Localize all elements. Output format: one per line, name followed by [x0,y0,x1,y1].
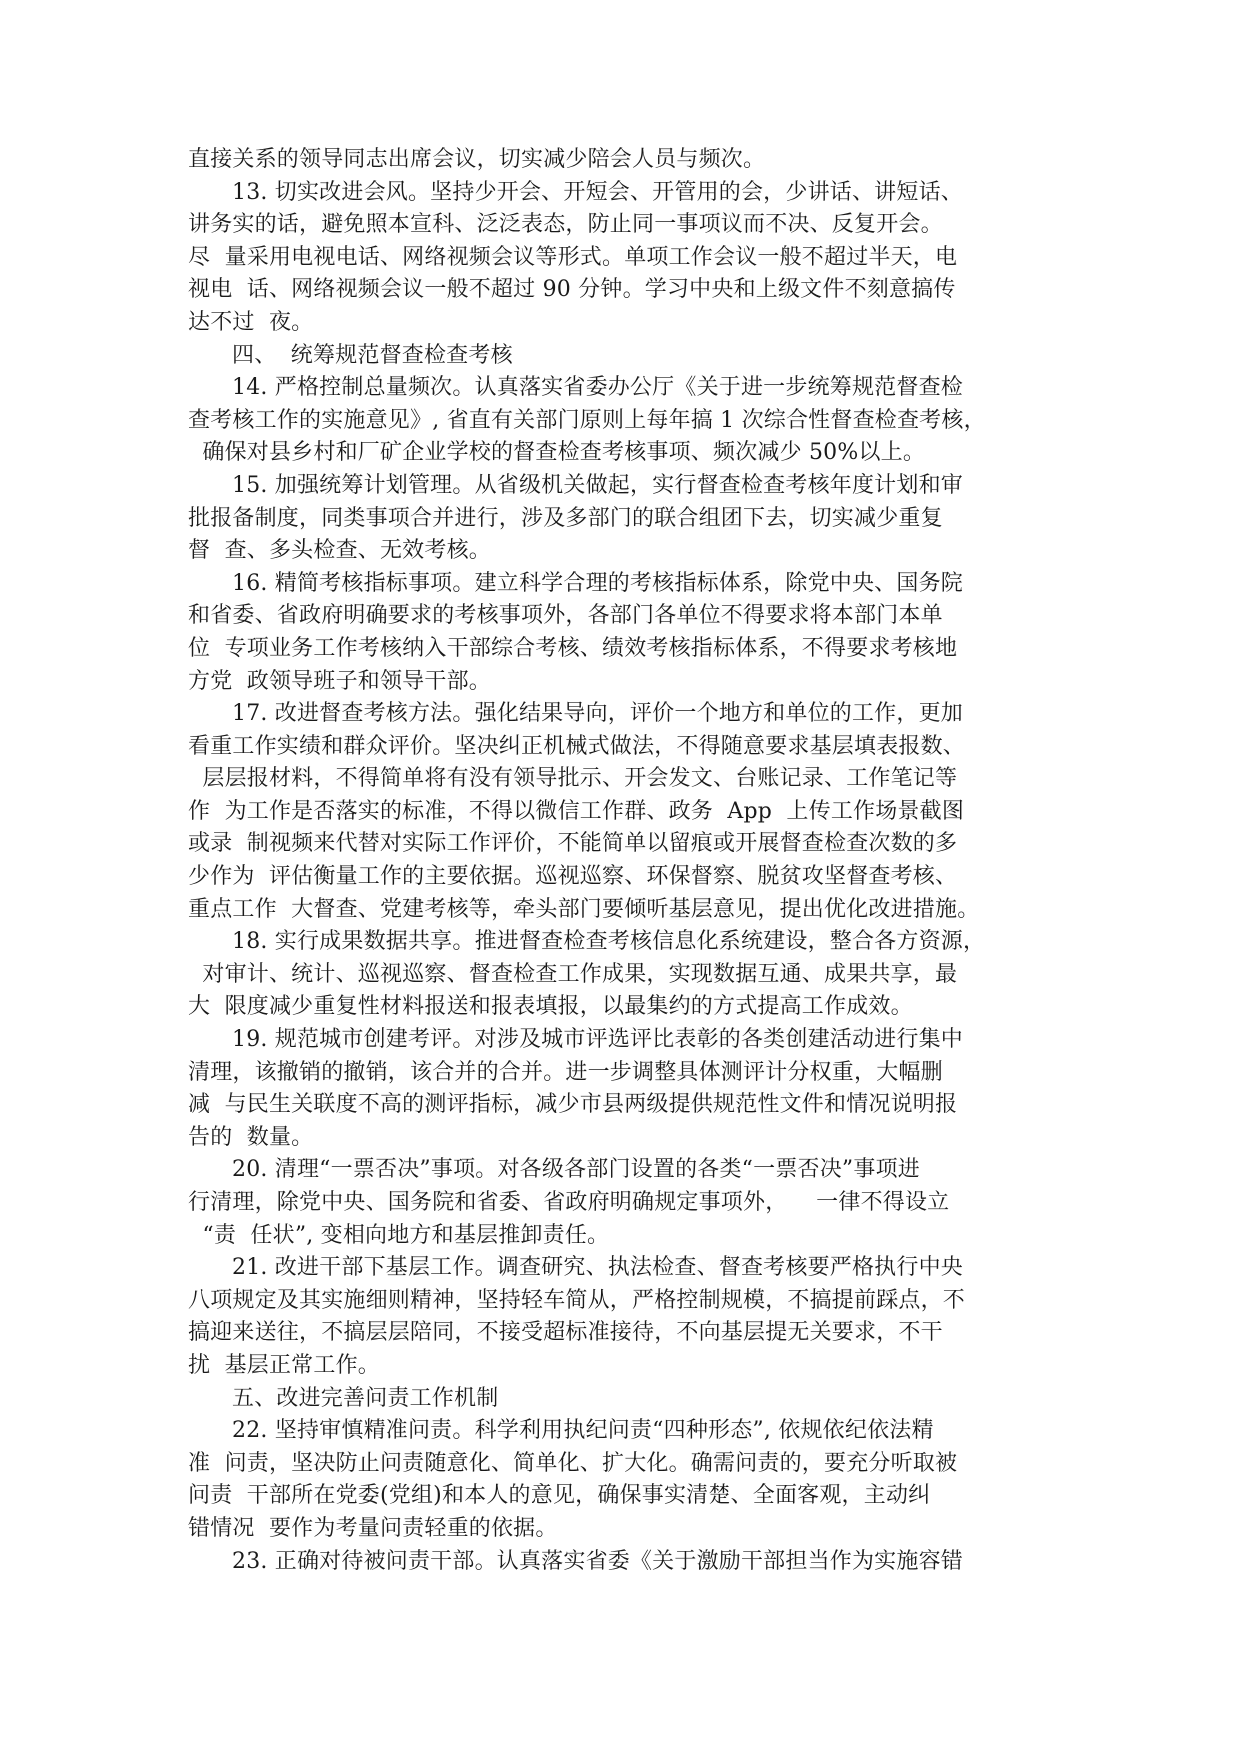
text-line: 达不过 夜。 [188,309,314,335]
text-line: 视电 话、网络视频会议一般不超过 90 分钟。学习中央和上级文件不刻意搞传 [188,277,956,303]
text-line: 13. 切实改进会风。坚持少开会、开短会、开管用的会，少讲话、讲短话、 [232,179,963,205]
text-line: 大 限度减少重复性材料报送和报表填报，以最集约的方式提高工作成效。 [188,994,913,1020]
text-line: 15. 加强统筹计划管理。从省级机关做起，实行督查检查考核年度计划和审 [232,472,963,498]
text-line: 18. 实行成果数据共享。推进督查检查考核信息化系统建设，整合各方资源， [232,929,986,955]
text-line: 直接关系的领导同志出席会议，切实减少陪会人员与频次。 [188,147,766,172]
text-line: 准 问责，坚决防止问责随意化、简单化、扩大化。确需问责的，要充分听取被 [188,1450,958,1476]
text-line: 位 专项业务工作考核纳入干部综合考核、绩效考核指标体系，不得要求考核地 [188,635,958,661]
document-body [188,144,1058,1578]
text-line: 错情况 要作为考量问责轻重的依据。 [188,1515,558,1541]
text-line: 看重工作实绩和群众评价。坚决纠正机械式做法，不得随意要求基层填表报数、 [188,733,966,759]
text-line: 告的 数量。 [188,1124,314,1150]
text-line: 四、 统筹规范督查检查考核 [232,342,513,368]
text-line: 作 为工作是否落实的标准，不得以微信工作群、政务 App 上传工作场景截图 [188,798,965,824]
text-line: 确保对县乡村和厂矿企业学校的督查检查考核事项、频次减少 50%以上。 [188,440,926,466]
text-line: 五、改进完善问责工作机制 [232,1385,499,1411]
text-line: 和省委、省政府明确要求的考核事项外，各部门各单位不得要求将本部门本单 [188,603,943,629]
text-line: “责 任状”, 变相向地方和基层推卸责任。 [188,1222,610,1248]
text-line: 督 查、多头检查、无效考核。 [188,538,491,564]
text-line: 批报备制度，同类事项合并进行，涉及多部门的联合组团下去，切实减少重复 [188,505,943,531]
text-line: 对审计、统计、巡视巡察、督查检查工作成果，实现数据互通、成果共享，最 [188,961,958,987]
text-line: 查考核工作的实施意见》, 省直有关部门原则上每年搞 1 次综合性督查检查考核， [188,407,986,433]
text-line: 搞迎来送往，不搞层层陪同，不接受超标准接待，不向基层提无关要求，不干 [188,1320,943,1346]
text-line: 尽 量采用电视电话、网络视频会议等形式。单项工作会议一般不超过半天，电 [188,244,958,270]
text-line: 八项规定及其实施细则精神，坚持轻车简从，严格控制规模，不搞提前踩点，不 [188,1287,966,1313]
text-line: 22. 坚持审慎精准问责。科学利用执纪问责“四种形态”, 依规依纪依法精 [232,1418,934,1444]
text-line: 16. 精简考核指标事项。建立科学合理的考核指标体系，除党中央、国务院 [232,570,963,596]
text-line: 或录 制视频来代替对实际工作评价，不能简单以留痕或开展督查检查次数的多 [188,831,958,857]
text-line: 重点工作 大督查、党建考核等，牵头部门要倾听基层意见，提出优化改进措施。 [188,896,980,922]
text-line: 方党 政领导班子和领导干部。 [188,668,491,694]
text-line: 清理，该撤销的撤销，该合并的合并。进一步调整具体测评计分权重，大幅删 [188,1059,943,1085]
text-line: 20. 清理“一票否决”事项。对各级各部门设置的各类“一票否决”事项进 [232,1157,920,1183]
text-line: 减 与民生关联度不高的测评指标，减少市县两级提供规范性文件和情况说明报 [188,1092,958,1118]
text-line: 21. 改进干部下基层工作。调查研究、执法检查、督查考核要严格执行中央 [232,1255,963,1281]
text-line: 17. 改进督查考核方法。强化结果导向，评价一个地方和单位的工作，更加 [232,701,963,727]
text-line: 讲务实的话，避免照本宣科、泛泛表态，防止同一事项议而不决、反复开会。 [188,212,943,238]
text-line: 19. 规范城市创建考评。对涉及城市评选评比表彰的各类创建活动进行集中 [232,1027,963,1053]
text-line: 行清理，除党中央、国务院和省委、省政府明确规定事项外， 一律不得设立 [188,1190,950,1215]
text-line: 扰 基层正常工作。 [188,1352,380,1378]
text-line: 问责 干部所在党委(党组)和本人的意见，确保事实清楚、全面客观，主动纠 [188,1483,931,1509]
text-line: 23. 正确对待被问责干部。认真落实省委《关于激励干部担当作为实施容错 [232,1548,963,1574]
text-line: 层层报材料，不得简单将有没有领导批示、开会发文、台账记录、工作笔记等 [188,766,958,792]
text-line: 少作为 评估衡量工作的主要依据。巡视巡察、环保督察、脱贫攻坚督查考核、 [188,864,958,890]
text-line: 14. 严格控制总量频次。认真落实省委办公厅《关于进一步统筹规范督查检 [232,375,963,401]
